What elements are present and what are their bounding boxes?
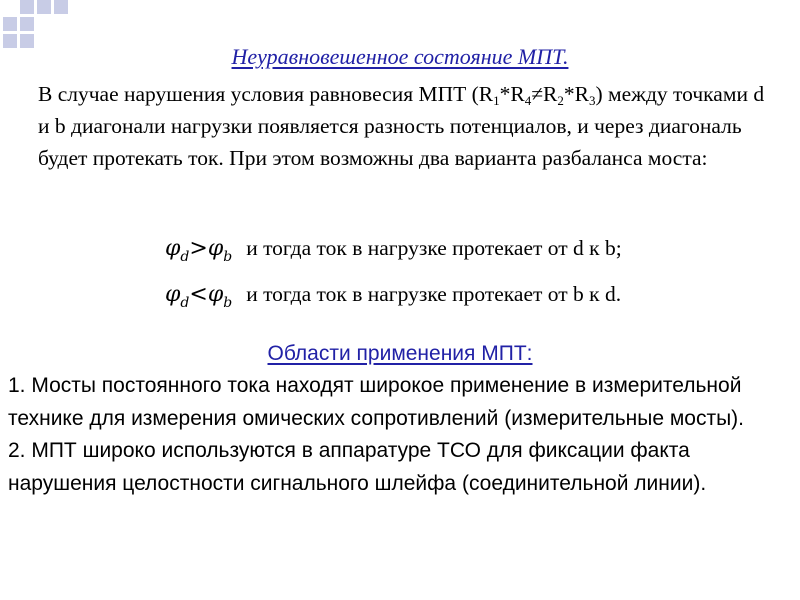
phi-subscript: d xyxy=(180,249,190,265)
subscript-3: 3 xyxy=(588,93,596,108)
subscript-2: 2 xyxy=(557,93,564,108)
potential-formula xyxy=(165,236,233,265)
slide-title: Неуравновешенное состояние МПТ. xyxy=(231,44,569,69)
para-text: ) между точками d и b диагонали нагрузки появляется разность потенциалов, и через диагональ будет протекать ток. При этом возможны два варианта разбаланса моста: xyxy=(38,82,765,170)
subscript-4: 4 xyxy=(524,93,532,108)
case-text: и тогда ток в нагрузке протекает от d к b; xyxy=(246,236,622,260)
application-item-2: 2. МПТ широко используются в аппаратуре ТСО для фиксации факта нарушения целостности сигнального шлейфа (соединительной линии). xyxy=(8,439,707,495)
phi-symbol: φ xyxy=(207,282,224,307)
potential-formula xyxy=(165,282,233,311)
case-less xyxy=(165,282,622,311)
decor-square xyxy=(37,0,51,14)
phi-subscript: d xyxy=(180,295,190,311)
para-text: *R xyxy=(563,82,589,106)
phi-subscript: b xyxy=(223,295,233,311)
para-text: *R xyxy=(499,82,525,106)
phi-symbol: φ xyxy=(165,236,181,261)
subscript-1: 1 xyxy=(493,93,500,108)
phi-symbol: φ xyxy=(207,236,224,261)
applications-title: Области применения МПТ: xyxy=(267,342,533,365)
comparison-operator: < xyxy=(189,282,208,307)
decorative-squares xyxy=(0,0,80,50)
phi-subscript: b xyxy=(223,249,233,265)
intro-paragraph xyxy=(38,78,768,174)
para-text: В случае нарушения условия равновесия МПТ (R xyxy=(38,82,494,106)
application-item-1: 1. Мосты постоянного тока находят широкое применение в измерительной технике для измерения омических сопротивлений (измерительные мосты). xyxy=(8,374,744,430)
decor-square xyxy=(54,0,68,14)
case-text: и тогда ток в нагрузке протекает от b к d. xyxy=(246,282,622,306)
para-text: ≠R xyxy=(531,82,558,106)
decor-square xyxy=(3,17,17,31)
phi-symbol: φ xyxy=(165,282,181,307)
applications-list xyxy=(8,370,793,500)
decor-square xyxy=(20,17,34,31)
case-greater xyxy=(165,236,622,265)
decor-square xyxy=(20,0,34,14)
comparison-operator: > xyxy=(189,236,208,261)
